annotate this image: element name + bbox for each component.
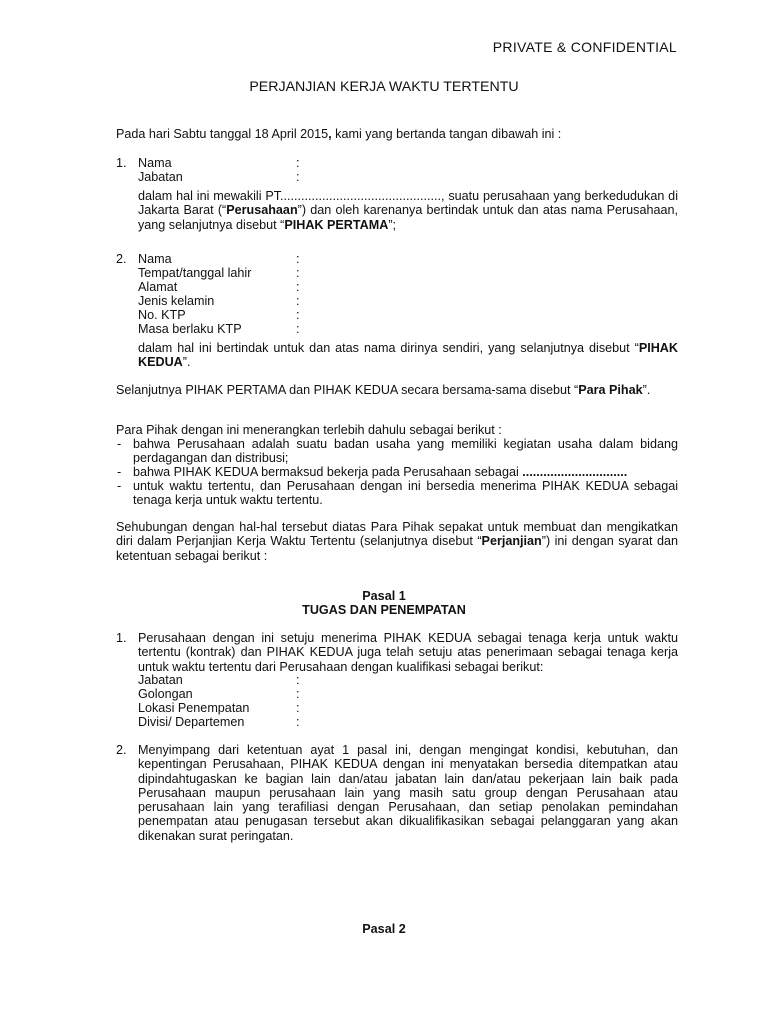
recital-item-2-blank: .............................. [522,465,628,479]
agreement-a: Sehubungan dengan hal-hal tersebut diatas Para Pihak sepakat untuk membuat dan mengikatkan diri dalam Perjanjian Kerja Waktu Tertentu (selanjutnya disebut “ [116,520,678,549]
intro-paragraph [116,127,686,141]
party2-colon: : [296,322,300,336]
party2-colon: : [296,280,300,294]
pasal1-item2-number: 2. [116,743,127,757]
pasal1-field-golongan: Golongan [138,687,193,701]
pasal1-item1-text: Perusahaan dengan ini setuju menerima PIHAK KEDUA sebagai tenaga kerja untuk waktu tertentu (kontrak) dan PIHAK KEDUA juga telah setuju atas penerimaan sebagai tenaga kerja untuk waktu tertentu dari Perusahaan dengan kualifikasi sebagai berikut: [138,631,678,674]
para-pihak-c: ”. [642,383,651,397]
party2-field-nama: Nama [138,252,172,266]
para-pihak-paragraph [116,383,678,397]
pasal1-item2-text: Menyimpang dari ketentuan ayat 1 pasal ini, dengan mengingat kondisi, kebutuhan, dan kepentingan Perusahaan, PIHAK KEDUA dengan ini menyatakan bersedia ditempatkan atau dipindahtugaskan ke bagian lain dan/atau jabatan lain dan/atau pekerjaan lain baik pada Perusahaan maupun perusahaan lain yang masih satu group dengan Perusahaan atau perusahaan lain yang terafiliasi dengan Perusahaan, dan setiap penolakan pemindahan penempatan atau penugasan tersebut akan dikualifikasikan sebagai pelanggaran yang akan dikenakan surat peringatan. [138,743,678,843]
recital-dash: - [117,479,122,493]
party2-colon: : [296,308,300,322]
party2-colon: : [296,294,300,308]
pasal1-colon: : [296,687,300,701]
party1-desc-e: ”; [388,217,397,232]
pasal1-colon: : [296,715,300,729]
party1-description [138,189,678,232]
intro-comma: , [328,127,332,141]
party1-colon-nama: : [296,156,300,170]
party1-field-nama: Nama [138,156,172,170]
pasal1-colon: : [296,701,300,715]
document-title: PERJANJIAN KERJA WAKTU TERTENTU [249,79,519,95]
party2-field-jenis-kelamin: Jenis kelamin [138,294,215,308]
perusahaan-term: Perusahaan [226,203,298,218]
party2-number: 2. [116,252,127,266]
pasal1-field-lokasi: Lokasi Penempatan [138,701,250,715]
party1-number: 1. [116,156,127,170]
party2-colon: : [296,252,300,266]
pasal-1-title: Pasal 1 [362,589,406,603]
pasal-2-title: Pasal 2 [362,922,406,936]
party2-desc-a: dalam hal ini bertindak untuk dan atas nama dirinya sendiri, yang selanjutnya disebut “ [138,341,639,355]
pihak-pertama-term: PIHAK PERTAMA [284,217,389,232]
party2-field-ktp: No. KTP [138,308,186,322]
pasal-1-subtitle: TUGAS DAN PENEMPATAN [302,603,466,617]
recital-item-2 [133,465,678,479]
party1-desc-c: ”) dan oleh karenanya bertindak untuk dan atas nama Perusahaan, yang selanjutnya disebut “ [138,203,678,232]
recitals-intro: Para Pihak dengan ini menerangkan terlebih dahulu sebagai berikut : [116,423,502,437]
intro-text-rest: kami yang bertanda tangan dibawah ini : [331,127,562,141]
party1-desc-a: dalam hal ini mewakili PT.............................................., suatu perusahaan yang berkedudukan di Jakarta Barat (“ [138,189,678,218]
pasal1-colon: : [296,673,300,687]
recital-item-2-text: bahwa PIHAK KEDUA bermaksud bekerja pada Perusahaan sebagai [133,465,523,479]
party2-desc-c: ”. [182,355,191,370]
recital-dash: - [117,465,122,479]
pasal1-item1-number: 1. [116,631,127,645]
recital-item-1: bahwa Perusahaan adalah suatu badan usaha yang memiliki kegiatan usaha dalam bidang perdagangan dan distribusi; [133,437,678,466]
pasal1-field-divisi: Divisi/ Departemen [138,715,245,729]
party2-field-alamat: Alamat [138,280,178,294]
party2-field-ttl: Tempat/tanggal lahir [138,266,252,280]
para-pihak-term: Para Pihak [578,383,643,397]
pihak-kedua-term: PIHAK KEDUA [138,341,678,370]
party2-field-masa-ktp: Masa berlaku KTP [138,322,242,336]
recital-item-3: untuk waktu tertentu, dan Perusahaan dengan ini bersedia menerima PIHAK KEDUA sebagai tenaga kerja untuk waktu tertentu. [133,479,678,508]
agreement-c: ”) ini dengan syarat dan ketentuan sebagai berikut : [116,534,678,563]
intro-text-date: Pada hari Sabtu tanggal 18 April 2015 [116,127,329,141]
para-pihak-a: Selanjutnya PIHAK PERTAMA dan PIHAK KEDUA secara bersama-sama disebut “ [116,383,579,397]
party2-description [138,341,678,370]
agreement-paragraph [116,520,678,563]
party2-colon: : [296,266,300,280]
perjanjian-term: Perjanjian [481,534,542,549]
party1-colon-jabatan: : [296,170,300,184]
party1-field-jabatan: Jabatan [138,170,183,184]
confidential-header: PRIVATE & CONFIDENTIAL [492,39,677,55]
pasal1-field-jabatan: Jabatan [138,673,183,687]
recital-dash: - [117,437,122,451]
